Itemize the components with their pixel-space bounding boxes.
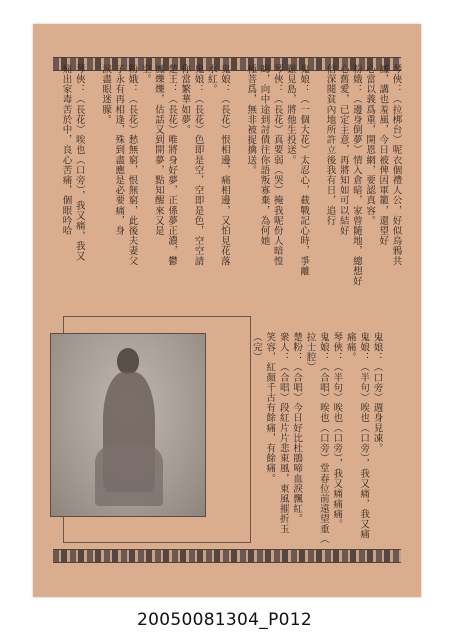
text-column: 楚王：（長花）唯將身好夢，正係夢正濃，鬱 (166, 64, 178, 266)
text-column: 難見島，將他生投送。 (284, 64, 296, 165)
text-column: 子永有再相逢，殊到盡應是必要痛，身 (113, 64, 125, 236)
text-column: 晦，向中途到討債往你語叛寡棄，為何她 (258, 64, 270, 246)
decorative-border-bottom (53, 549, 401, 563)
text-column: 心當以義爲重，開恩網，要認真容。 (364, 64, 376, 226)
text-column: 琴俠：（長花）唉也（口旁），我又痛，我又 (73, 64, 85, 262)
performer-robe (95, 444, 163, 506)
text-column: 衆人：（合唱）段紅片片悲東風，東風摧折玉 (277, 332, 289, 534)
text-column: 拉士腔） (304, 332, 316, 373)
text-column: 楚粉：（合唱）今日好比杜鵑啼血淚飄紅。 (291, 332, 303, 524)
text-column: 信深閱貧內地所許立後我有日，追行 (324, 64, 336, 226)
text-column: 空。 (139, 64, 151, 85)
text-column: 粉娥：（長花）愁無窮，恨無窮，此後夫妻父 (126, 64, 138, 266)
text-column: （完） (250, 332, 262, 363)
text-column: 鬼娘：（半句）唉也（口旁），我又痛，我又痛 (358, 332, 370, 540)
text-column: 鬼娘：（合唱）唉也（口旁）堂春位前遠望重（ (317, 332, 329, 545)
text-column: 粉娥：（邊身倒夢）情入倉暗，家曾隨地，總想好 (350, 64, 362, 287)
text-column: 你當繁華如夢。 (179, 64, 191, 135)
opera-performer-photo (50, 333, 206, 517)
text-column: 琴俠：（長花）真要弱（哭）掩我呢份人暗惶 (271, 64, 283, 266)
text-column: 琴俠：（半句）唉也（口旁），我又痛痛痛。 (331, 332, 343, 530)
text-column: 心舊愛，已定主意，再將知如可以結好 (337, 64, 349, 236)
text-column: 種菩爲，無非被捉擒送。 (245, 64, 257, 176)
text-column: 鬼娘：（長花）恨相邊，痛相邊，又怕見花落 (218, 64, 230, 266)
performer-headdress (117, 348, 139, 374)
text-column: 琴俠：（拉梆台）呢衣個禮人公，好似烏鴉共 (390, 64, 402, 266)
text-column: 痛出家毒苦於中，良心苦痛，個眼吟哈 (60, 64, 72, 236)
text-column: 鬼娘：（一個大花）太忍心，截戰記心時，爭離 (298, 64, 310, 277)
text-column: 鬼娘：（長花）色即是空，空即是色，空空請 (192, 64, 204, 266)
text-column: 水紅。 (205, 64, 217, 95)
text-column: 痛痛。 (344, 332, 356, 363)
text-column: 鳳爍爍，估話又到開夢，點知醒來又是 (152, 64, 164, 236)
document-id-caption: 20050081304_P012 (137, 610, 312, 630)
text-column: 笑容，紅顏千古有餘痛，有餘痛。 (264, 332, 276, 484)
text-column: 鳳，講也羞風，今日被俾因軍籠，還望好 (377, 64, 389, 246)
text-column: 鬼娘：（口旁）週身見凍。 (371, 332, 383, 454)
text-column: 淚盡眼迷朦。 (100, 64, 112, 125)
